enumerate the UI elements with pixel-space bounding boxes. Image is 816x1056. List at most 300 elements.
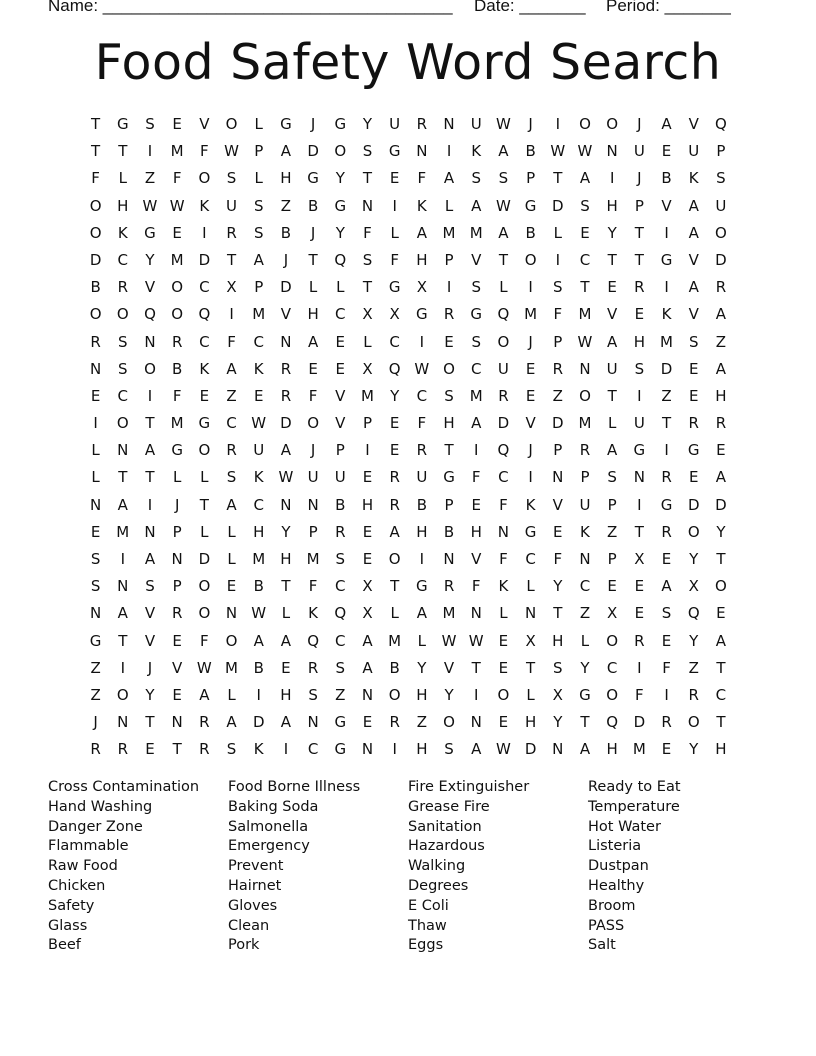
grid-letter: A: [253, 631, 264, 650]
grid-letter: Y: [689, 550, 699, 568]
grid-letter: L: [336, 278, 345, 297]
grid-letter: M: [116, 522, 130, 541]
grid-letter: J: [147, 658, 153, 677]
grid-letter: A: [226, 359, 237, 378]
grid-letter: E: [634, 305, 645, 324]
grid-letter: S: [362, 250, 373, 269]
word-list-item: Sanitation: [408, 818, 482, 835]
grid-letter: T: [716, 550, 726, 568]
grid-letter: X: [362, 577, 373, 596]
grid-letter: G: [171, 441, 183, 460]
word-list-item: Broom: [588, 897, 636, 914]
grid-letter: M: [660, 332, 673, 351]
grid-letter: A: [498, 142, 509, 161]
word-list-item: Baking Soda: [228, 798, 319, 815]
grid-letter: L: [200, 522, 209, 541]
word-list-item: Thaw: [408, 917, 447, 934]
grid-letter: S: [498, 169, 509, 188]
grid-letter: E: [498, 713, 509, 732]
grid-letter: C: [498, 468, 509, 487]
grid-letter: L: [200, 468, 209, 487]
grid-letter: R: [715, 278, 727, 297]
grid-letter: L: [91, 441, 100, 460]
grid-letter: P: [553, 332, 563, 351]
grid-row: [82, 712, 735, 739]
grid-letter: Q: [334, 250, 347, 269]
grid-row: [82, 495, 735, 522]
word-list-item: Cross Contamination: [48, 779, 200, 795]
grid-letter: W: [251, 604, 267, 623]
grid-letter: M: [524, 305, 538, 324]
grid-letter: W: [495, 740, 511, 759]
grid-letter: E: [172, 223, 182, 242]
grid-letter: F: [471, 577, 481, 596]
grid-letter: F: [499, 550, 508, 568]
grid-letter: G: [334, 115, 347, 133]
grid-letter: R: [688, 414, 699, 433]
word-list-item: Ready to Eat: [588, 779, 681, 795]
grid-letter: O: [715, 223, 727, 242]
grid-letter: T: [118, 468, 128, 487]
grid-letter: E: [444, 332, 454, 351]
word-list-item: Hairnet: [228, 877, 282, 894]
grid-letter: L: [227, 550, 236, 568]
grid-letter: W: [196, 658, 212, 677]
grid-letter: J: [174, 495, 180, 514]
grid-letter: I: [419, 332, 425, 351]
grid-letter: V: [144, 604, 156, 623]
grid-letter: S: [145, 115, 155, 133]
grid-letter: D: [280, 278, 292, 297]
grid-letter: I: [664, 685, 669, 704]
grid-letter: G: [388, 142, 401, 161]
grid-letter: Y: [362, 115, 373, 133]
grid-letter: U: [633, 142, 645, 161]
grid-letter: U: [416, 468, 428, 487]
grid-letter: D: [552, 414, 564, 433]
grid-letter: Z: [280, 196, 292, 215]
grid-letter: U: [389, 115, 401, 133]
grid-letter: N: [280, 332, 292, 351]
grid-letter: L: [499, 604, 508, 623]
grid-letter: K: [117, 223, 128, 242]
grid-letter: N: [171, 713, 183, 732]
grid-letter: C: [117, 250, 129, 269]
grid-letter: G: [334, 713, 347, 732]
grid-letter: P: [254, 278, 264, 297]
grid-letter: S: [607, 468, 617, 487]
grid-letter: W: [441, 631, 457, 650]
grid-letter: Z: [607, 522, 618, 541]
grid-letter: Y: [390, 386, 400, 405]
grid-letter: G: [524, 196, 537, 215]
grid-row: [82, 141, 735, 168]
grid-letter: Y: [281, 522, 291, 541]
grid-letter: V: [280, 305, 292, 324]
grid-letter: D: [89, 250, 102, 269]
grid-letter: O: [171, 278, 184, 297]
grid-letter: R: [715, 414, 727, 433]
grid-row: [82, 413, 735, 440]
grid-letter: N: [579, 550, 591, 568]
grid-letter: S: [335, 658, 346, 677]
grid-letter: C: [307, 740, 319, 759]
grid-letter: A: [715, 305, 727, 324]
grid-letter: E: [199, 386, 210, 405]
grid-letter: C: [606, 658, 618, 677]
grid-letter: S: [471, 169, 481, 188]
grid-row: [82, 359, 735, 386]
grid-letter: E: [688, 386, 699, 405]
grid-letter: U: [253, 441, 265, 460]
grid-letter: A: [117, 495, 128, 514]
grid-letter: I: [365, 441, 370, 460]
grid-letter: E: [172, 115, 182, 133]
grid-letter: E: [525, 359, 536, 378]
grid-letter: U: [579, 495, 591, 514]
grid-letter: O: [116, 305, 129, 324]
grid-letter: L: [526, 577, 535, 596]
grid-letter: S: [553, 278, 563, 297]
grid-letter: O: [89, 305, 102, 324]
grid-letter: L: [499, 278, 508, 297]
grid-letter: Z: [335, 685, 346, 704]
grid-letter: X: [525, 631, 536, 650]
grid-letter: P: [308, 522, 318, 541]
grid-letter: E: [716, 604, 726, 623]
grid-letter: I: [555, 250, 560, 269]
grid-letter: Y: [716, 522, 726, 541]
grid-letter: H: [524, 713, 537, 732]
grid-letter: L: [417, 631, 427, 650]
grid-letter: X: [362, 604, 373, 623]
grid-letter: S: [118, 359, 128, 378]
grid-letter: E: [253, 386, 264, 405]
grid-letter: R: [661, 468, 672, 487]
grid-letter: R: [280, 386, 292, 405]
grid-letter: M: [306, 550, 320, 568]
grid-letter: O: [307, 414, 319, 433]
grid-letter: D: [687, 495, 700, 514]
grid-letter: Z: [416, 713, 427, 732]
grid-letter: A: [144, 441, 156, 460]
grid-letter: C: [335, 305, 346, 324]
grid-letter: N: [117, 441, 129, 460]
grid-letter: M: [469, 223, 483, 242]
grid-letter: J: [310, 115, 316, 133]
grid-letter: B: [90, 278, 101, 297]
grid-letter: A: [144, 550, 156, 568]
grid-row: [82, 386, 735, 413]
grid-letter: D: [633, 713, 646, 732]
grid-letter: B: [280, 223, 292, 242]
grid-letter: T: [118, 142, 128, 161]
word-list-item: Chicken: [48, 877, 106, 894]
word-list-item: E Coli: [408, 897, 449, 914]
grid-letter: T: [634, 522, 644, 541]
grid-letter: L: [390, 223, 399, 242]
grid-letter: Y: [335, 223, 345, 242]
grid-letter: I: [609, 169, 615, 188]
grid-letter: T: [145, 414, 155, 433]
grid-row: [82, 549, 735, 576]
grid-letter: J: [528, 441, 533, 460]
grid-letter: R: [498, 386, 509, 405]
letter-grid: [82, 114, 735, 767]
grid-letter: T: [580, 713, 590, 732]
grid-letter: O: [497, 332, 510, 351]
grid-letter: E: [661, 550, 672, 568]
grid-letter: R: [307, 658, 319, 677]
grid-letter: H: [416, 685, 428, 704]
grid-letter: H: [280, 685, 292, 704]
grid-letter: O: [89, 223, 102, 242]
grid-letter: T: [91, 115, 101, 133]
grid-letter: S: [716, 169, 726, 188]
grid-letter: M: [170, 250, 184, 269]
grid-row: [82, 522, 735, 549]
grid-letter: M: [578, 305, 592, 324]
grid-letter: P: [634, 196, 644, 215]
grid-letter: R: [416, 115, 428, 133]
grid-letter: P: [254, 142, 264, 161]
grid-letter: R: [416, 441, 428, 460]
grid-letter: S: [226, 468, 237, 487]
grid-row: [82, 114, 735, 141]
grid-letter: V: [607, 305, 618, 324]
grid-letter: I: [664, 441, 669, 460]
grid-letter: I: [528, 468, 533, 487]
grid-letter: Z: [715, 332, 727, 351]
grid-letter: Q: [606, 713, 619, 732]
grid-letter: A: [471, 414, 482, 433]
grid-row: [82, 739, 735, 766]
grid-letter: I: [637, 386, 642, 405]
grid-row: [82, 603, 735, 630]
grid-letter: F: [417, 414, 427, 433]
grid-letter: N: [443, 115, 455, 133]
grid-letter: F: [172, 386, 182, 405]
grid-letter: Y: [607, 223, 617, 242]
grid-letter: R: [552, 359, 563, 378]
grid-letter: V: [525, 414, 536, 433]
grid-letter: M: [632, 740, 646, 759]
grid-letter: E: [471, 495, 481, 514]
grid-letter: E: [498, 658, 509, 677]
grid-letter: A: [715, 359, 727, 378]
grid-letter: L: [227, 685, 236, 704]
grid-letter: R: [688, 685, 699, 704]
grid-letter: I: [147, 142, 153, 161]
grid-letter: H: [416, 522, 428, 541]
grid-letter: A: [498, 223, 509, 242]
word-column: [48, 778, 228, 956]
grid-letter: G: [443, 468, 455, 487]
grid-letter: L: [580, 631, 590, 650]
grid-letter: X: [416, 278, 427, 297]
grid-letter: R: [389, 495, 400, 514]
grid-letter: U: [633, 414, 645, 433]
grid-letter: F: [417, 169, 427, 188]
grid-letter: H: [470, 522, 482, 541]
grid-letter: I: [446, 142, 452, 161]
word-column: [408, 778, 588, 956]
grid-letter: F: [553, 550, 563, 568]
grid-letter: T: [607, 250, 617, 269]
grid-letter: O: [198, 604, 211, 623]
grid-letter: B: [525, 142, 536, 161]
grid-letter: L: [254, 115, 263, 133]
grid-letter: T: [580, 278, 590, 297]
grid-letter: Q: [687, 604, 700, 623]
grid-row: [82, 277, 735, 304]
grid-letter: S: [145, 577, 155, 596]
grid-letter: K: [416, 196, 427, 215]
grid-letter: N: [524, 604, 537, 623]
grid-letter: K: [498, 577, 509, 596]
grid-letter: A: [688, 278, 699, 297]
grid-letter: I: [528, 278, 533, 297]
grid-letter: A: [362, 658, 373, 677]
grid-letter: S: [471, 278, 481, 297]
grid-letter: W: [169, 196, 185, 215]
grid-letter: D: [715, 250, 727, 269]
grid-letter: R: [443, 577, 455, 596]
grid-letter: I: [120, 658, 125, 677]
grid-letter: D: [552, 196, 564, 215]
grid-letter: W: [414, 359, 430, 378]
grid-letter: O: [198, 169, 211, 188]
grid-row: [82, 250, 735, 277]
grid-letter: H: [253, 522, 265, 541]
grid-letter: U: [688, 142, 700, 161]
grid-letter: O: [579, 115, 591, 133]
grid-letter: Y: [553, 713, 563, 732]
grid-letter: V: [471, 250, 482, 269]
grid-letter: N: [361, 685, 374, 704]
grid-letter: G: [633, 441, 646, 460]
grid-letter: E: [688, 468, 699, 487]
grid-letter: V: [688, 250, 699, 269]
grid-letter: B: [661, 169, 672, 188]
grid-letter: L: [281, 604, 291, 623]
grid-letter: C: [715, 685, 727, 704]
grid-letter: Y: [689, 740, 699, 759]
grid-letter: N: [89, 604, 102, 623]
grid-letter: V: [471, 550, 482, 568]
grid-letter: R: [117, 278, 128, 297]
grid-letter: A: [607, 332, 618, 351]
grid-letter: R: [389, 713, 400, 732]
grid-letter: A: [280, 441, 292, 460]
grid-letter: E: [634, 577, 645, 596]
grid-letter: L: [227, 522, 236, 541]
grid-letter: N: [225, 604, 238, 623]
grid-letter: N: [579, 359, 591, 378]
grid-letter: J: [528, 115, 533, 133]
grid-letter: A: [579, 740, 591, 759]
grid-letter: V: [199, 115, 210, 133]
grid-letter: O: [524, 250, 537, 269]
word-list-item: Food Borne Illness: [228, 779, 361, 795]
grid-letter: K: [471, 142, 482, 161]
grid-letter: G: [280, 115, 292, 133]
grid-letter: N: [144, 522, 156, 541]
grid-letter: Z: [226, 386, 237, 405]
grid-letter: W: [278, 468, 294, 487]
grid-letter: T: [308, 250, 318, 269]
grid-letter: N: [361, 196, 374, 215]
grid-letter: K: [199, 196, 210, 215]
grid-letter: M: [469, 386, 483, 405]
grid-letter: R: [117, 740, 128, 759]
grid-letter: K: [253, 740, 264, 759]
grid-letter: P: [362, 414, 372, 433]
grid-letter: W: [577, 142, 593, 161]
word-list-item: Listeria: [588, 838, 642, 855]
grid-letter: C: [335, 631, 346, 650]
grid-letter: I: [664, 278, 669, 297]
word-list-item: Temperature: [588, 798, 680, 815]
grid-letter: A: [715, 468, 727, 487]
grid-letter: O: [89, 196, 102, 215]
grid-letter: P: [607, 495, 617, 514]
grid-letter: O: [225, 631, 238, 650]
grid-letter: T: [145, 713, 155, 732]
grid-letter: Q: [388, 359, 401, 378]
grid-letter: S: [118, 332, 128, 351]
grid-letter: M: [170, 142, 184, 161]
grid-letter: S: [253, 196, 264, 215]
grid-letter: R: [199, 740, 210, 759]
grid-letter: O: [443, 713, 455, 732]
word-list-item: Flammable: [48, 838, 129, 855]
grid-letter: D: [660, 359, 673, 378]
grid-letter: U: [307, 468, 319, 487]
grid-letter: E: [308, 359, 318, 378]
grid-letter: T: [362, 278, 373, 297]
grid-letter: T: [553, 604, 563, 623]
grid-letter: T: [444, 441, 454, 460]
grid-letter: O: [388, 685, 401, 704]
grid-letter: L: [363, 332, 372, 351]
grid-letter: O: [606, 115, 619, 133]
grid-letter: A: [416, 604, 427, 623]
grid-letter: L: [390, 604, 399, 623]
grid-letter: G: [470, 305, 483, 324]
grid-letter: E: [688, 359, 699, 378]
grid-letter: A: [226, 495, 237, 514]
grid-letter: T: [145, 468, 155, 487]
word-list-item: Beef: [48, 937, 81, 954]
grid-letter: C: [253, 332, 264, 351]
grid-letter: T: [661, 414, 672, 433]
grid-letter: W: [251, 414, 267, 433]
word-list-item: Degrees: [408, 877, 469, 894]
grid-letter: F: [499, 495, 508, 514]
grid-letter: I: [474, 441, 479, 460]
grid-letter: P: [526, 169, 536, 188]
grid-letter: N: [144, 332, 156, 351]
grid-letter: D: [280, 414, 292, 433]
grid-letter: E: [362, 713, 373, 732]
grid-letter: C: [199, 332, 210, 351]
grid-letter: R: [443, 305, 455, 324]
grid-letter: M: [578, 414, 592, 433]
grid-letter: L: [172, 468, 182, 487]
grid-letter: M: [170, 414, 184, 433]
grid-letter: Q: [198, 305, 211, 324]
